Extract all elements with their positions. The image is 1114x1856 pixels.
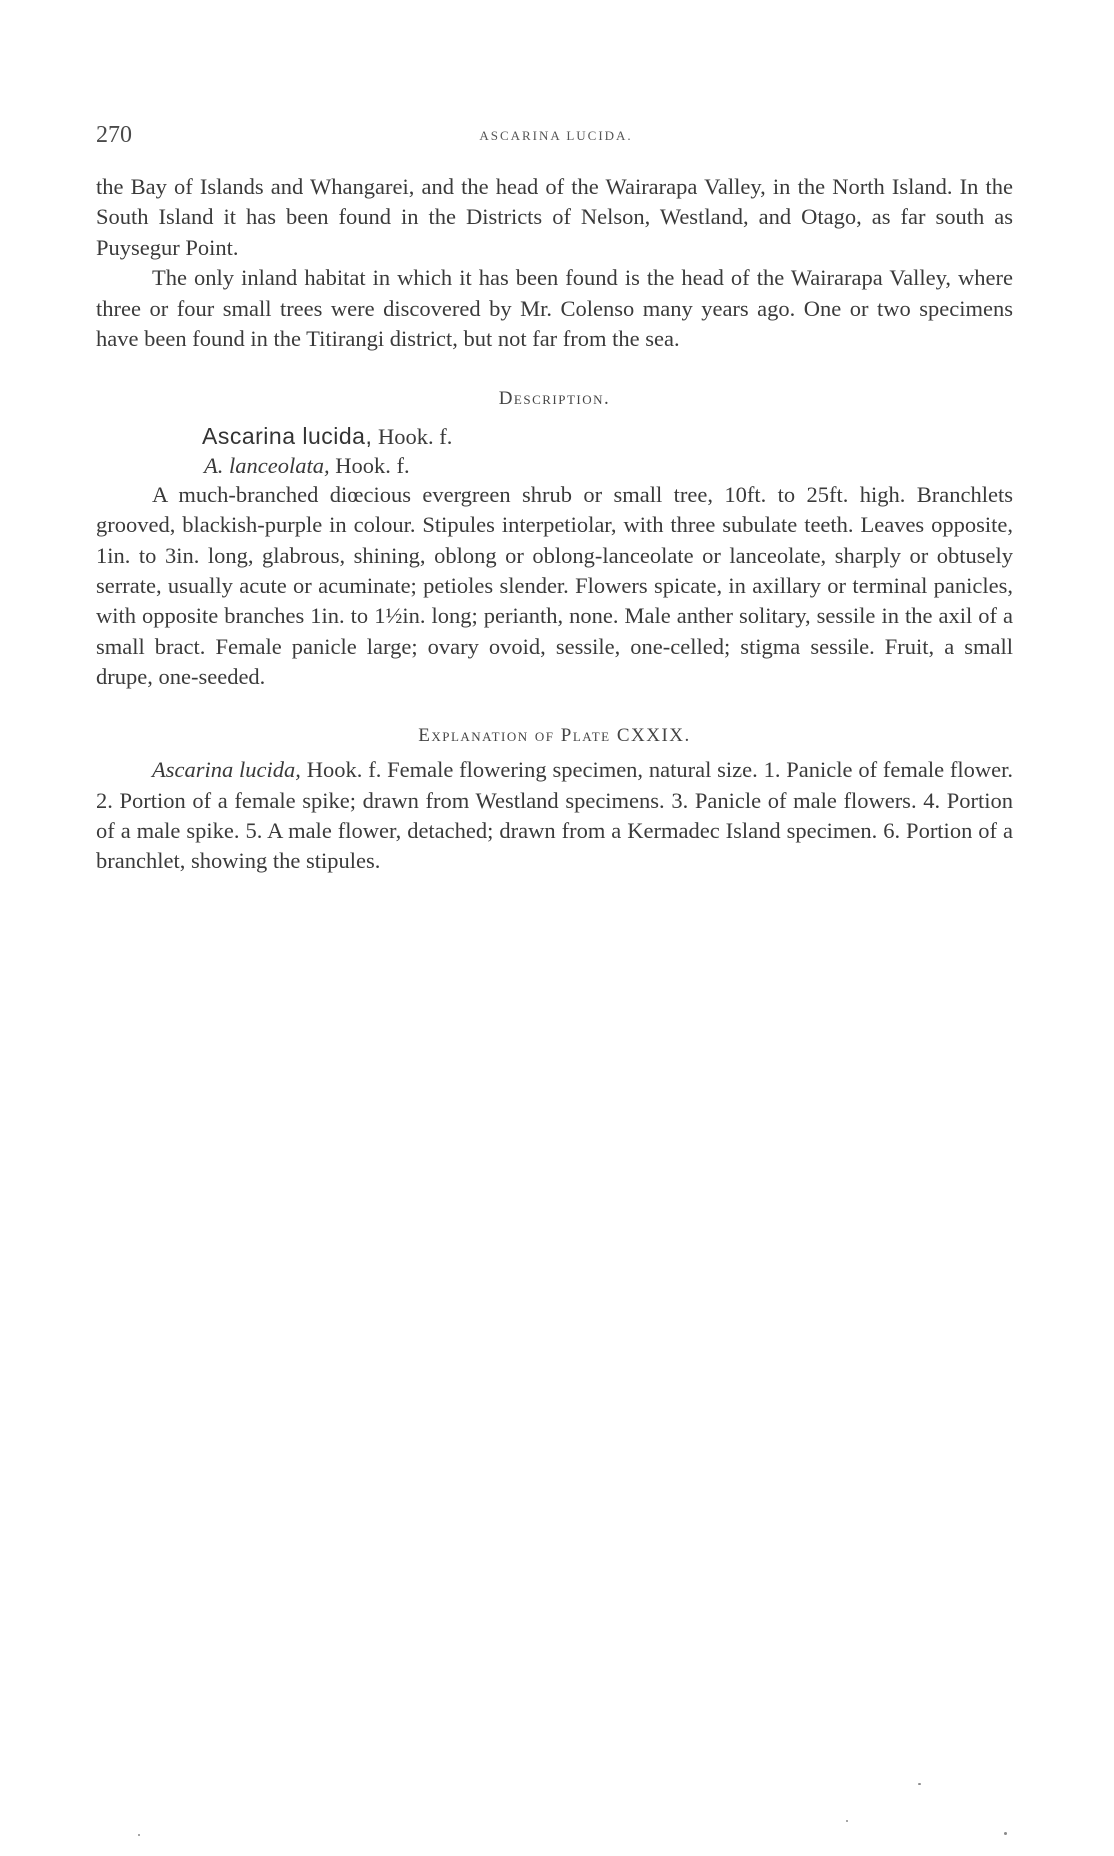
synonym-name: A. lanceolata,: [204, 452, 330, 478]
page-body: [96, 172, 1013, 877]
distribution-paragraph-2: The only inland habitat in which it has been found is the head of the Wairarapa Valley, where three or four small trees were discovered by Mr. Colenso many years ago. One or two specimens have been found in the Titirangi district, but not far from the sea.: [96, 265, 1013, 352]
paper-speck: [846, 1820, 848, 1822]
synonym-line: [96, 452, 1013, 480]
paper-speck: [1004, 1832, 1007, 1835]
description-heading: Description.: [498, 388, 611, 410]
plate-explanation-text: [96, 755, 1013, 877]
species-authority: Hook. f.: [372, 423, 453, 449]
plate-species-name: Ascarina lucida,: [152, 757, 301, 783]
running-title: ASCARINA LUCIDA.: [479, 128, 633, 143]
distribution-paragraph-1: the Bay of Islands and Whangarei, and the head of the Wairarapa Valley, in the North Island. In the South Island it has been found in the Districts of Nelson, Westland, and Otago, as far south as Puysegur Point.: [96, 174, 1013, 260]
synonym-authority: Hook. f.: [329, 452, 410, 478]
species-line: [96, 421, 1013, 452]
description-text: A much-branched diœcious evergreen shrub or small tree, 10ft. to 25ft. high. Branchlets grooved, blackish-purple in colour. Stipules interpetiolar, with three subulate teeth. Leaves opposite, 1in. to 3in. long, glabrous, shining, oblong or oblong-lanceolate or lanceolate, sharply or obtusely serrate, usually acute or acuminate; petioles slender. Flowers spicate, in axillary or terminal panicles, with opposite branches 1in. to 1½in. long; perianth, none. Male anther solitary, sessile in the axil of a small bract. Female panicle large; ovary ovoid, sessile, one-celled; stigma sessile. Fruit, a small drupe, one-seeded.: [96, 481, 1013, 690]
page-number: 270: [96, 122, 132, 148]
paper-speck: [138, 1834, 140, 1836]
plate-explanation-body: Hook. f. Female flowering specimen, natural size. 1. Panicle of female flower. 2. Portion of a female spike; drawn from Westland specimens. 3. Panicle of male flowers. 4. Portion of a male spike. 5. A male flower, detached; drawn from a Kermadec Island specimen. 6. Portion of a branchlet, showing the stipules.: [96, 757, 1014, 874]
paper-speck: [918, 1783, 921, 1785]
plate-explanation-heading: Explanation of Plate CXXIX.: [418, 724, 691, 746]
running-head: [96, 122, 1016, 152]
species-name: Ascarina lucida,: [202, 422, 373, 449]
